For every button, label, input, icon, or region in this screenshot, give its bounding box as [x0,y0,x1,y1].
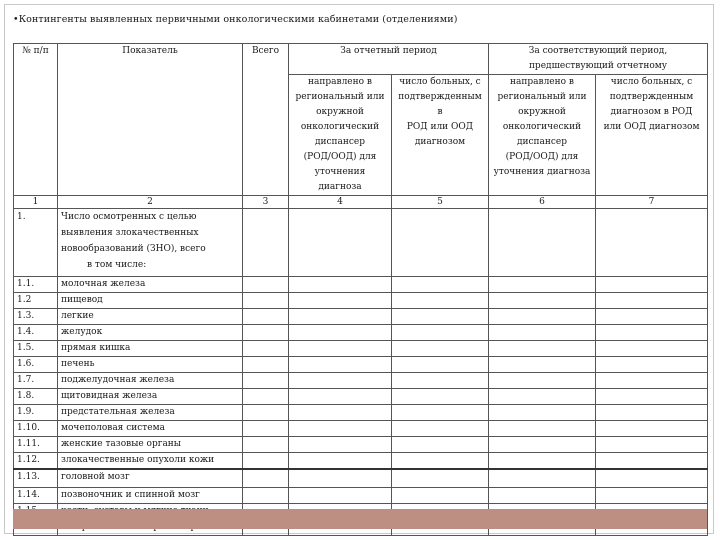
table-cell[interactable] [289,341,392,357]
table-cell[interactable] [392,293,489,309]
table-cell[interactable] [489,341,596,357]
row-label: позвоночник и спинной мозг [58,487,243,503]
row-label: поджелудочная железа [58,373,243,389]
table-row [14,293,708,309]
row-number: 1.11. [14,437,58,453]
subheader-confirmed-current: число больных, с подтвержденным в РОД или ООД диагнозом [392,75,489,196]
table-cell[interactable] [243,293,289,309]
table-cell[interactable] [289,277,392,293]
table-cell[interactable] [596,437,708,453]
table-cell[interactable] [289,437,392,453]
column-number: 1 [14,196,58,209]
table-cell[interactable] [289,405,392,421]
row-number: 1.13. [14,469,58,487]
table-cell[interactable] [289,373,392,389]
table-cell[interactable] [596,405,708,421]
table-cell[interactable] [596,325,708,341]
table-cell[interactable] [596,487,708,503]
table-cell[interactable] [243,405,289,421]
row-label: женские тазовые органы [58,437,243,453]
table-cell[interactable] [489,405,596,421]
table-cell[interactable] [596,373,708,389]
row-number: 1.9. [14,405,58,421]
table-row [14,357,708,373]
table-cell[interactable] [489,209,596,277]
header-current-period: За отчетный период [289,44,489,75]
column-number: 4 [289,196,392,209]
table-cell[interactable] [596,341,708,357]
table-cell[interactable] [289,389,392,405]
table-cell[interactable] [392,453,489,470]
table-cell[interactable] [489,373,596,389]
row-label: мочеполовая система [58,421,243,437]
table-cell[interactable] [392,421,489,437]
table-cell[interactable] [289,309,392,325]
table-cell[interactable] [289,421,392,437]
table-cell[interactable] [289,453,392,470]
table-cell[interactable] [489,325,596,341]
table-cell[interactable] [289,325,392,341]
table-cell[interactable] [243,421,289,437]
column-number: 3 [243,196,289,209]
table-cell[interactable] [289,357,392,373]
table-row [14,341,708,357]
row-number: 1.1. [14,277,58,293]
row-number: 1.8. [14,389,58,405]
table-cell[interactable] [243,453,289,470]
column-number: 6 [489,196,596,209]
table-cell[interactable] [489,389,596,405]
table-cell[interactable] [392,341,489,357]
table-row [14,325,708,341]
table-cell[interactable] [243,277,289,293]
row-label: молочная железа [58,277,243,293]
column-number: 5 [392,196,489,209]
row-label: предстательная железа [58,405,243,421]
column-number: 2 [58,196,243,209]
row-label: Число осмотренных с целью выявления злокачественных новообразований (ЗНО), всего в том числе: [58,209,243,277]
table-cell[interactable] [243,209,289,277]
table-cell[interactable] [243,341,289,357]
column-number: 7 [596,196,708,209]
table-row [14,437,708,453]
table-cell[interactable] [392,437,489,453]
row-number: 1.3. [14,309,58,325]
table-cell[interactable] [243,487,289,503]
row-number: 1.10. [14,421,58,437]
subheader-confirmed-previous: число больных, с подтвержденным диагнозом в РОД или ООД диагнозом [596,75,708,196]
table-cell[interactable] [289,469,392,487]
table-cell[interactable] [596,453,708,470]
table-cell[interactable] [489,421,596,437]
table-cell[interactable] [289,487,392,503]
slide-footer-bar [13,509,707,529]
row-label: пищевод [58,293,243,309]
table-cell[interactable] [243,373,289,389]
row-number: 1. [14,209,58,277]
table-row [14,389,708,405]
table-cell[interactable] [596,357,708,373]
row-label: головной мозг [58,469,243,487]
table-cell[interactable] [289,209,392,277]
row-number: 1.7. [14,373,58,389]
table-cell[interactable] [243,357,289,373]
table-cell[interactable] [596,309,708,325]
table-cell[interactable] [596,421,708,437]
table-cell[interactable] [489,277,596,293]
table-cell[interactable] [392,389,489,405]
table-cell[interactable] [489,487,596,503]
table-cell[interactable] [392,277,489,293]
table-cell[interactable] [392,357,489,373]
row-number: 1.6. [14,357,58,373]
row-label: легкие [58,309,243,325]
table-cell[interactable] [489,293,596,309]
table-cell[interactable] [596,209,708,277]
row-number: 1.5. [14,341,58,357]
header-num: № п/п [14,44,58,196]
table-cell[interactable] [596,277,708,293]
subheader-sent-current: направлено в региональный или окружной онкологический диспансер (РОД/ООД) для уточнения диагноза [289,75,392,196]
table-cell[interactable] [489,309,596,325]
table-cell[interactable] [392,469,489,487]
row-number: 1.14. [14,487,58,503]
report-table [13,43,708,536]
table-cell[interactable] [489,437,596,453]
row-number: 1.4. [14,325,58,341]
table-cell[interactable] [596,469,708,487]
table-cell[interactable] [392,373,489,389]
table-cell[interactable] [489,453,596,470]
header-previous-period: За соответствующий период, предшествующий отчетному [489,44,708,75]
table-cell[interactable] [243,325,289,341]
row-label: печень [58,357,243,373]
row-label: щитовидная железа [58,389,243,405]
table-row [14,469,708,487]
row-number: 1.12. [14,453,58,470]
table-cell[interactable] [392,487,489,503]
table-cell[interactable] [243,469,289,487]
column-numbers-row [14,196,708,209]
table-cell[interactable] [596,389,708,405]
table-cell[interactable] [392,325,489,341]
table-row [14,209,708,277]
table-cell[interactable] [596,293,708,309]
table-row [14,421,708,437]
row-label: желудок [58,325,243,341]
header-indicator: Показатель [58,44,243,196]
header-total: Всего [243,44,289,196]
page-title: •Контингенты выявленных первичными онкологическими кабинетами (отделениями) [13,14,458,25]
table-row [14,405,708,421]
table-cell[interactable] [243,309,289,325]
subheader-sent-previous: направлено в региональный или окружной онкологический диспансер (РОД/ООД) для уточнения диагноза [489,75,596,196]
row-label: злокачественные опухоли кожи [58,453,243,470]
row-label: прямая кишка [58,341,243,357]
table-cell[interactable] [243,437,289,453]
table-cell[interactable] [392,405,489,421]
table-row [14,453,708,470]
table-row [14,487,708,503]
row-number: 1.2 [14,293,58,309]
table-cell[interactable] [289,293,392,309]
table-cell[interactable] [392,309,489,325]
table-cell[interactable] [243,389,289,405]
table-cell[interactable] [489,357,596,373]
table-cell[interactable] [392,209,489,277]
table-cell[interactable] [489,469,596,487]
table-row [14,373,708,389]
table-row [14,309,708,325]
table-row [14,277,708,293]
